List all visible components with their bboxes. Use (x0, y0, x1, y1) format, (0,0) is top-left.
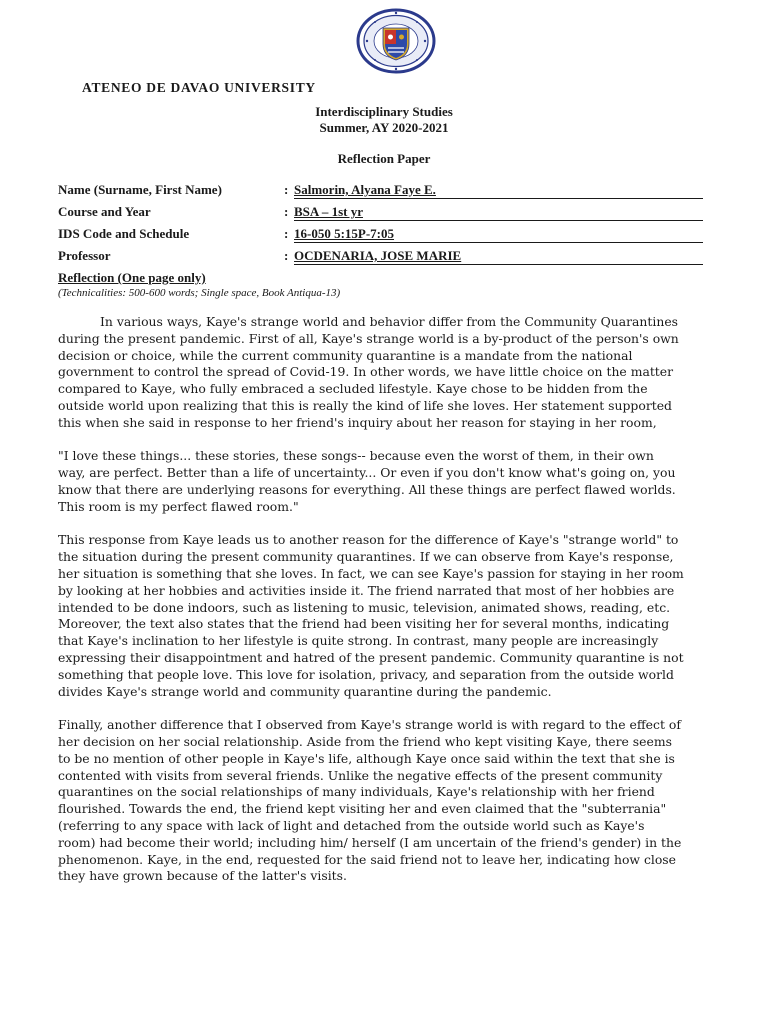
university-seal-icon (355, 8, 437, 74)
info-value-ids-code: 16-050 5:15P-7:05 (294, 226, 703, 243)
info-value-professor: OCDENARIA, JOSE MARIE (294, 248, 703, 265)
info-label: Name (Surname, First Name) (58, 182, 222, 197)
academic-term: Summer, AY 2020-2021 (319, 120, 449, 135)
paragraph-2: This response from Kaye leads us to another reason for the difference of Kaye's "strange world" to the situation during the present community quarantines. If we can observe from Kaye's response, her situation is something that she loves. In fact, we can see Kaye's passion for staying in her room by looking at her hobbies and activities inside it. The friend narrated that most of her hobbies are intended to be done indoors, such as listening to music, television, animated shows, reading, etc. Moreover, the text also states that the friend had been visiting her for several months, indicating that Kaye's inclination to her lifestyle is quite strong. In contrast, many people are increasingly expressing their disappointment and hatred of the present pandemic. Community quarantine is not something that people love. This love for isolation, privacy, and separation from the outside world divides Kaye's strange world and community quarantine during the pandemic. (58, 532, 684, 699)
info-colon: : (284, 182, 289, 197)
reflection-heading: Reflection (One page only) (58, 270, 206, 285)
info-label: Course and Year (58, 204, 151, 219)
info-row-ids-code (58, 226, 703, 246)
info-row-name (58, 182, 703, 202)
technicalities-note: (Technicalities: 500-600 words; Single space, Book Antiqua-13) (58, 287, 341, 299)
paragraph-3: Finally, another difference that I observed from Kaye's strange world is with regard to the effect of her decision on her social relationship. Aside from the friend who kept visiting Kaye, there seems to be no mention of other people in Kaye's life, although Kaye once said within the text that she is contented with visits from several friends. Unlike the negative effects of the present community quarantines on the social relationships of many individuals, Kaye's relationship with her friend flourished. Towards the end, the friend kept visiting her and even claimed that the "subterrania" (referring to any space with lack of light and detached from the outside world such as Kaye's room) had become their world; including him/ herself (I am uncertain of the friend's gender) in the phenomenon. Kaye, in the end, requested for the said friend not to leave her, indicating how close they have grown because of the latter's visits. (58, 717, 682, 884)
info-colon: : (284, 248, 289, 263)
reflection-body (58, 314, 684, 902)
info-label: IDS Code and Schedule (58, 226, 190, 241)
document-type: Reflection Paper (337, 151, 431, 166)
info-colon: : (284, 204, 289, 219)
info-row-course-year (58, 204, 703, 224)
info-row-professor (58, 248, 703, 268)
info-value-course-year: BSA – 1st yr (294, 204, 703, 221)
info-value-name: Salmorin, Alyana Faye E. (294, 182, 703, 199)
university-name: ATENEO DE DAVAO UNIVERSITY (82, 80, 316, 95)
course-title: Interdisciplinary Studies (315, 104, 453, 119)
paragraph-1: In various ways, Kaye's strange world and behavior differ from the Community Quarantines during the present pandemic. First of all, Kaye's strange world is a by-product of the person's own decision or choice, while the current community quarantine is a mandate from the national government to control the spread of Covid-19. In other words, we have little choice on the matter compared to Kaye, who fully embraced a secluded lifestyle. Kaye chose to be hidden from the outside world upon realizing that this is really the kind of life she loves. Her statement supported this when she said in response to her friend's inquiry about her reason for staying in her room, (58, 314, 679, 430)
info-label: Professor (58, 248, 111, 263)
info-colon: : (284, 226, 289, 241)
paragraph-quote: "I love these things... these stories, these songs-- because even the worst of them, in their own way, are perfect. Better than a life of uncertainty... Or even if you don't know what's going on, you know that there are underlying reasons for everything. All these things are perfect flawed worlds. This room is my perfect flawed room." (58, 448, 676, 514)
